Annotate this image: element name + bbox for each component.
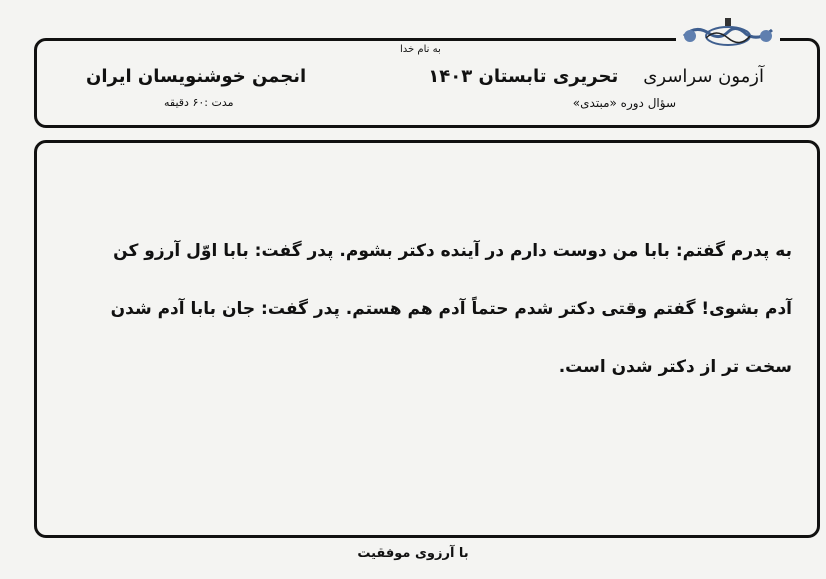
passage-line: سخت تر از دکتر شدن است. [558, 357, 792, 377]
exam-title-main: تحریری تابستان ۱۴۰۳ [428, 66, 619, 87]
exam-title [428, 66, 764, 87]
exam-duration: مدت :۶۰ دقیقه [164, 96, 234, 109]
passage-line: به پدرم گفتم: بابا من دوست دارم در آینده دکتر بشوم. پدر گفت: بابا اوّل آرزو کن [113, 241, 792, 261]
calligraphy-society-emblem-icon [676, 14, 780, 50]
organization-name: انجمن خوشنویسان ایران [86, 66, 307, 87]
passage [92, 222, 792, 396]
bismillah: به نام خدا [400, 44, 441, 55]
exam-title-prefix: آزمون سراسری [643, 66, 764, 87]
passage-line: آدم بشوی! گفتم وقتی دکتر شدم حتماً آدم هم هستم. پدر گفت: جان بابا آدم شدن [110, 299, 792, 319]
exam-level: سؤال دوره «مبتدی» [572, 96, 676, 110]
footer-wish: با آرزوی موفقیت [357, 546, 469, 561]
